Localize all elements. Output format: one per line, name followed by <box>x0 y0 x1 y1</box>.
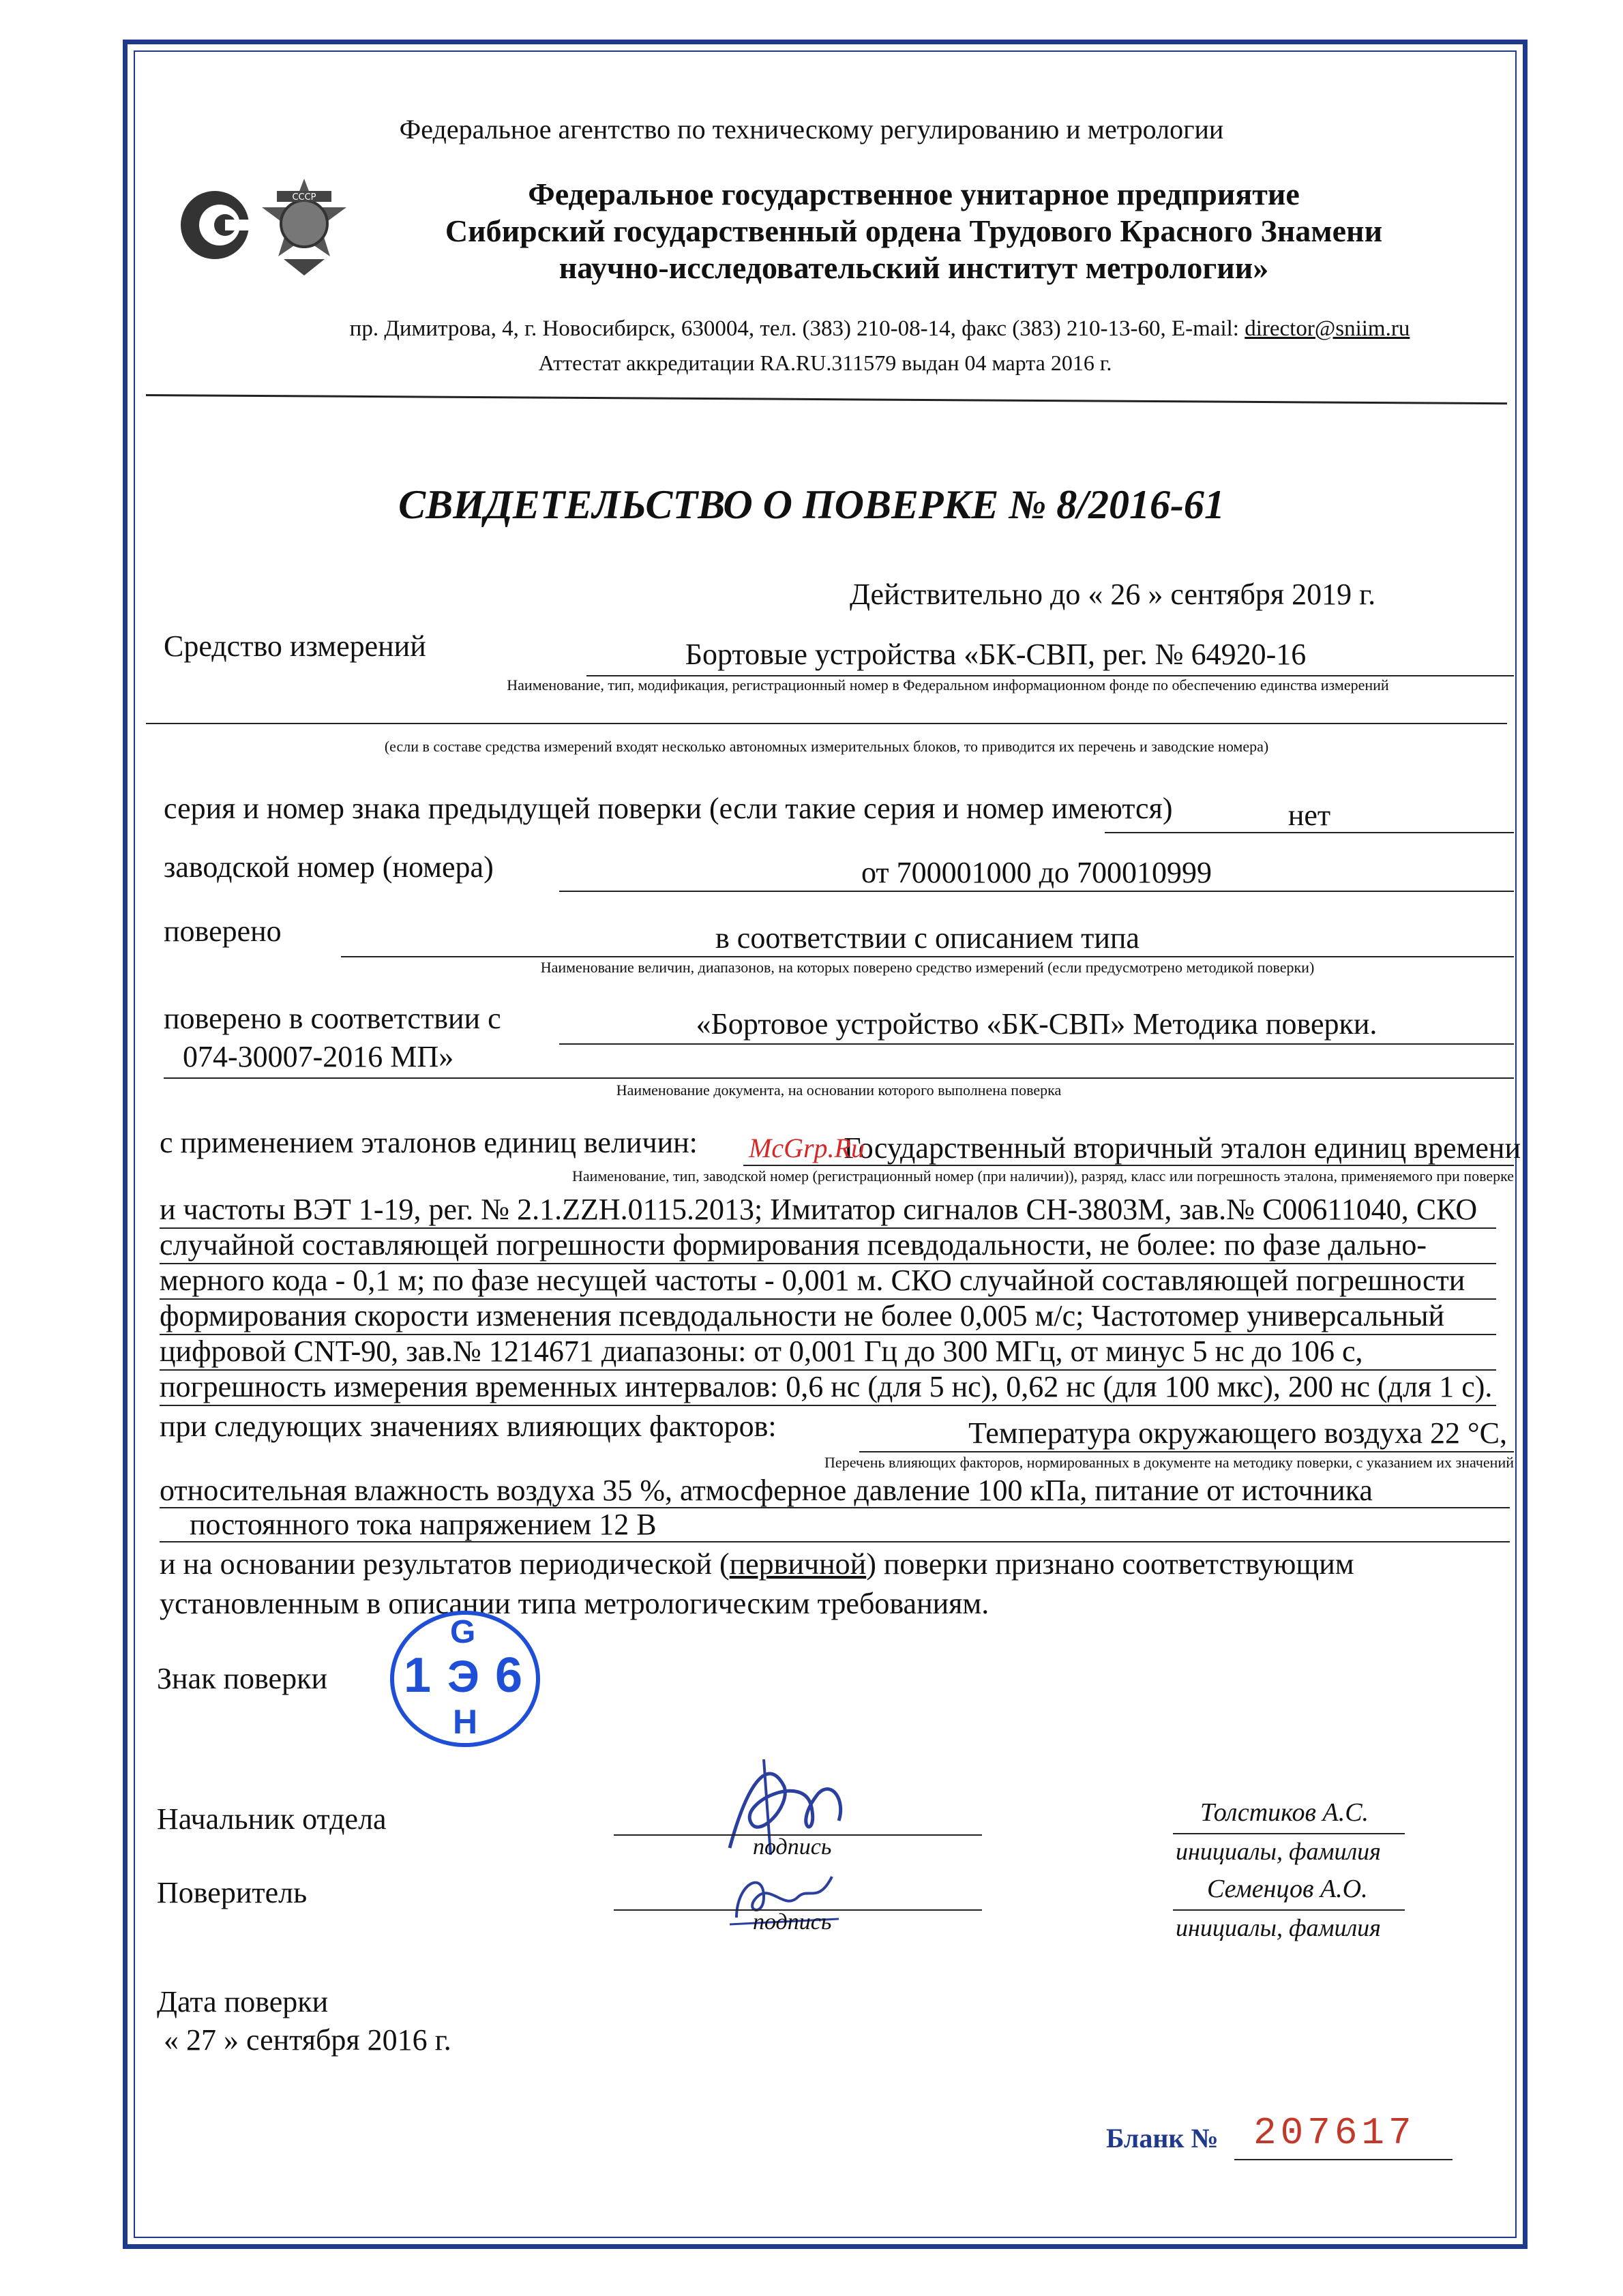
email-link[interactable]: director@sniim.ru <box>1245 316 1410 341</box>
accreditation: Аттестат аккредитации RA.RU.311579 выдан 04 марта 2016 г. <box>538 351 1112 375</box>
standards-underline <box>743 1165 1514 1166</box>
blank-label: Бланк № <box>1106 2123 1219 2153</box>
verifier-name: Семенцов А.О. <box>1207 1875 1368 1903</box>
verified-note: Наименование величин, диапазонов, на которых поверено средство измерений (если предусмотрено методикой поверки) <box>540 959 1315 976</box>
head-label: Начальник отдела <box>157 1802 387 1836</box>
prev-mark-label: серия и номер знака предыдущей поверки (если такие серия и номер имеются) <box>164 792 1173 825</box>
address-line <box>245 316 1514 342</box>
factors-line-2: относительная влажность воздуха 35 %, атмосферное давление 100 кПа, питание от источника <box>160 1474 1373 1507</box>
verifier-label: Поверитель <box>157 1876 308 1909</box>
stamp-bottom: Н <box>453 1703 478 1741</box>
mark-label: Знак поверки <box>157 1662 328 1695</box>
verifier-name-caption: инициалы, фамилия <box>1176 1914 1381 1941</box>
conclusion-line-1 <box>160 1547 1496 1581</box>
factors-rule-3 <box>160 1541 1510 1542</box>
conclusion-part-c: ) поверки признано соответствующим <box>866 1547 1354 1581</box>
verified-label: поверено <box>164 914 282 948</box>
standards-line-4: формирования скорости изменения псевдодальности не более 0,005 м/с; Частотомер универсальный <box>160 1299 1445 1332</box>
stamp-top: G <box>450 1614 476 1650</box>
serial-value: от 700001000 до 700010999 <box>861 856 1212 889</box>
prev-mark-underline <box>1105 832 1514 833</box>
method-note: Наименование документа, на основании которого выполнена поверка <box>616 1082 1062 1099</box>
order-emblem-icon <box>256 176 352 278</box>
verified-underline <box>341 956 1514 957</box>
serial-label: заводской номер (номера) <box>164 850 494 884</box>
standards-note: Наименование, тип, заводской номер (регистрационный номер (при наличии)), разряд, класс или погрешность эталона, применяемого при поверке <box>571 1167 1514 1184</box>
factors-value: Температура окружающего воздуха 22 °С, <box>968 1416 1507 1450</box>
org-line-3: научно-исследовательский институт метрологии» <box>559 250 1269 285</box>
standards-line-2: случайной составляющей погрешности формирования псевдодальности, не более: по фазе дально- <box>160 1228 1427 1262</box>
head-name-caption: инициалы, фамилия <box>1176 1838 1381 1865</box>
instrument-note: Наименование, тип, модификация, регистрационный номер в Федеральном информационном фонде по обеспечению единства измерений <box>507 676 1389 694</box>
head-name: Толстиков А.С. <box>1200 1798 1369 1827</box>
factors-note: Перечень влияющих факторов, нормированных в документе на методику поверки, с указанием их значений <box>824 1454 1514 1471</box>
blank-underline <box>1234 2159 1453 2160</box>
method-label: поверено в соответствии с <box>164 1002 501 1035</box>
instrument-value: Бортовые устройства «БК-СВП, рег. № 64920-16 <box>685 638 1307 671</box>
emblem-text: СССР <box>292 192 316 203</box>
instrument-label: Средство измерений <box>164 629 426 663</box>
org-line-1: Федеральное государственное унитарное предприятие <box>528 177 1300 211</box>
watermark-text: McGrp.Ru <box>749 1133 865 1163</box>
standards-rule-6 <box>160 1405 1496 1406</box>
org-line-2: Сибирский государственный ордена Трудового Красного Знамени <box>445 213 1383 248</box>
method-underline <box>559 1043 1514 1045</box>
conclusion-part-a: и на основании результатов периодической ( <box>160 1547 730 1581</box>
conclusion-line-2: установленным в описании типа метрологическим требованиям. <box>160 1587 989 1620</box>
address-text: пр. Димитрова, 4, г. Новосибирск, 630004, тел. (383) 210-08-14, факс (383) 210-13-60, E-mail: <box>349 316 1245 341</box>
verified-value: в соответствии с описанием типа <box>715 921 1140 955</box>
stamp-mid: Э <box>447 1651 479 1701</box>
conclusion-primary: первичной <box>729 1547 867 1581</box>
certificate-title: СВИДЕТЕЛЬСТВО О ПОВЕРКЕ № 8/2016-61 <box>398 482 1225 527</box>
factors-label: при следующих значениях влияющих факторов: <box>160 1410 777 1443</box>
valid-until: Действительно до « 26 » сентября 2019 г. <box>850 578 1376 611</box>
factors-line-3: постоянного тока напряжением 12 В <box>190 1508 657 1541</box>
date-value: « 27 » сентября 2016 г. <box>164 2023 451 2057</box>
method-value: «Бортовое устройство «БК-СВП» Методика поверки. <box>696 1007 1378 1041</box>
standards-line-1: и частоты ВЭТ 1-19, рег. № 2.1.ZZH.0115.2013; Имитатор сигналов СН-3803М, зав.№ С00611040, СКО <box>160 1193 1478 1226</box>
date-label: Дата поверки <box>157 1985 329 2018</box>
standards-line-6: погрешность измерения временных интервалов: 0,6 нс (для 5 нс), 0,62 нс (для 100 мкс), 200 нс (для 1 с). <box>160 1370 1493 1403</box>
agency-name: Федеральное агентство по техническому регулированию и метрологии <box>399 114 1224 145</box>
standards-label: с применением эталонов единиц величин: <box>160 1126 698 1159</box>
prev-mark-value: нет <box>1287 799 1331 832</box>
verifier-sig-caption: подпись <box>753 1909 832 1935</box>
instrument-underline-2 <box>146 723 1507 724</box>
standards-line-3: мерного кода - 0,1 м; по фазе несущей частоты - 0,001 м. СКО случайной составляющей погрешности <box>160 1264 1465 1297</box>
verification-stamp <box>390 1611 540 1747</box>
stamp-left: 1 <box>404 1648 432 1703</box>
serial-underline <box>559 891 1514 892</box>
instrument-note-2: (если в составе средства измерений входят несколько автономных измерительных блоков, то приводится их перечень и заводские номера) <box>384 738 1269 755</box>
head-sig-caption: подпись <box>753 1834 832 1860</box>
method-underline-2 <box>164 1077 1514 1079</box>
head-name-line <box>1173 1833 1405 1834</box>
institute-logo-icon <box>177 184 252 266</box>
stamp-right: 6 <box>495 1648 523 1703</box>
factors-underline <box>859 1451 1514 1452</box>
standards-value: Государственный вторичный эталон единиц времени <box>844 1131 1521 1165</box>
blank-number: 207617 <box>1253 2111 1416 2155</box>
verifier-name-line <box>1173 1909 1405 1911</box>
method-value-2: 074-30007-2016 МП» <box>183 1040 454 1073</box>
standards-line-5: цифровой CNT-90, зав.№ 1214671 диапазоны: от 0,001 Гц до 300 МГц, от минус 5 нс до 106 с, <box>160 1335 1363 1368</box>
